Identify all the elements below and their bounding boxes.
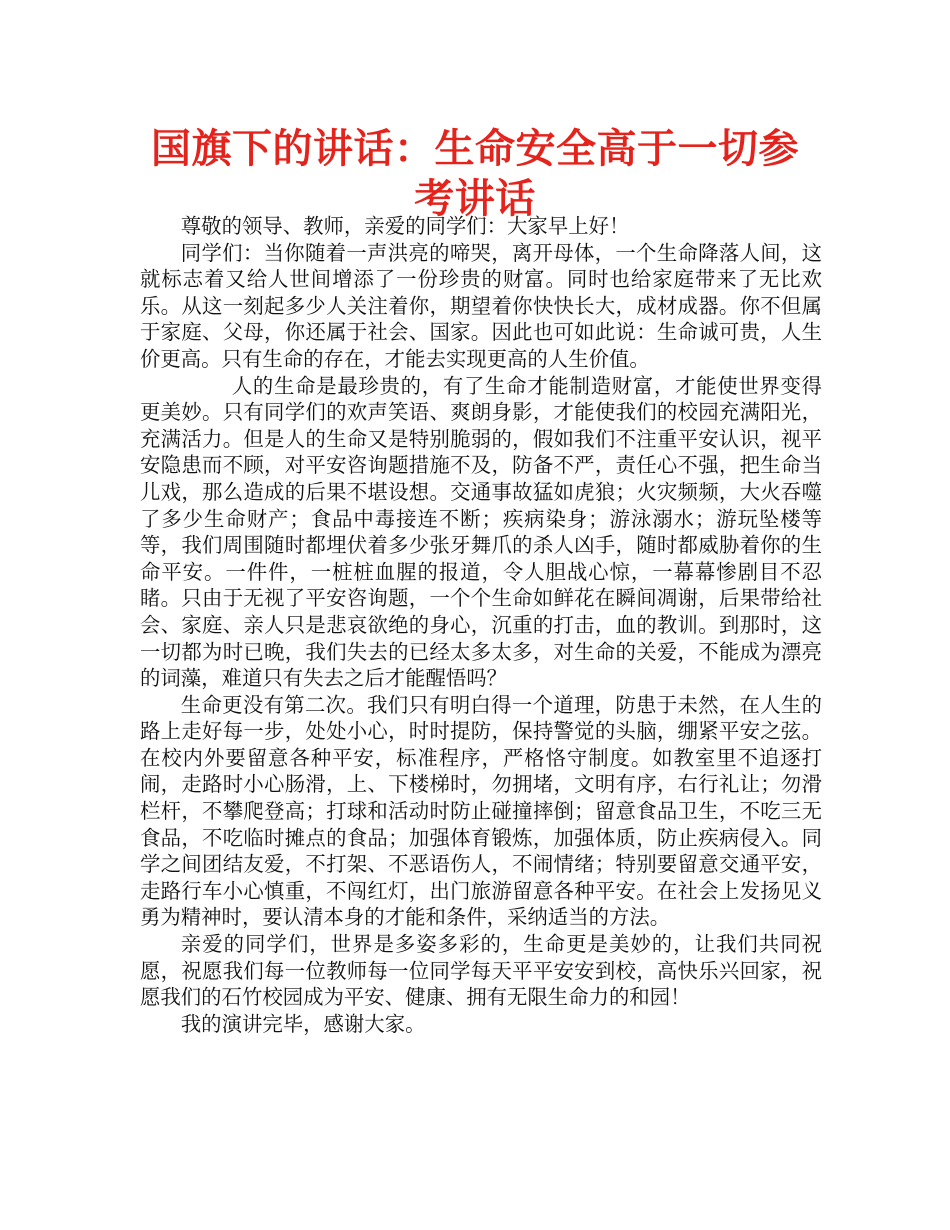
document-body xyxy=(140,213,822,1037)
document-title: 国旗下的讲话：生命安全高于一切参考讲话 xyxy=(151,126,799,222)
paragraph-greeting: 尊敬的领导、教师，亲爱的同学们：大家早上好！ xyxy=(180,214,630,238)
paragraph-closing: 我的演讲完毕，感谢大家。 xyxy=(180,1011,426,1036)
paragraph-no-second-chance: 生命更没有第二次。我们只有明白得一个道理，防患于未然，在人生的路上走好每一步，处处小心，时时提防，保持警觉的头脑，绷紧平安之弦。在校内外要留意各种平安，标准程序，严格恪守制度。如教室里不追逐打闹，走路时小心肠滑，上、下楼梯时，勿拥堵，文明有序，右行礼让；勿滑栏杆，不攀爬登高；打球和活动时防止碰撞摔倒；留意食品卫生，不吃三无食品，不吃临时摊点的食品；加强体育锻炼，加强体质，防止疾病侵入。同学之间团结友爱，不打架、不恶语伤人，不闹情绪；特别要留意交通平安，走路行车小心慎重，不闯红灯，出门旅游留意各种平安。在社会上发扬见义勇为精神时，要认清本身的才能和条件，采纳适当的方法。 xyxy=(140,692,822,930)
paragraph-blessing: 亲爱的同学们，世界是多姿多彩的，生命更是美妙的，让我们共同祝愿，祝愿我们每一位教师每一位同学每天平平安安到校，高快乐兴回家，祝愿我们的石竹校园成为平安、健康、拥有无限生命力的和园！ xyxy=(140,932,822,1010)
paragraph-birth: 同学们：当你随着一声洪亮的啼哭，离开母体，一个生命降落人间，这就标志着又给人世间增添了一份珍贵的财富。同时也给家庭带来了无比欢乐。从这一刻起多少人关注着你，期望着你快快长大，成材成器。你不但属于家庭、父母，你还属于社会、国家。因此也可如此说：生命诚可贵，人生价更高。只有生命的存在，才能去实现更高的人生价值。 xyxy=(140,240,822,371)
paragraph-precious-life: 人的生命是最珍贵的，有了生命才能制造财富，才能使世界变得更美妙。只有同学们的欢声笑语、爽朗身影，才能使我们的校园充满阳光，充满活力。但是人的生命又是特别脆弱的，假如我们不注重平安认识，视平安隐患而不顾，对平安咨询题措施不及，防备不严，责任心不强，把生命当儿戏，那么造成的后果不堪设想。交通事故猛如虎狼；火灾频频，大火吞噬了多少生命财产；食品中毒接连不断；疾病染身；游泳溺水；游玩坠楼等等，我们周围随时都埋伏着多少张牙舞爪的杀人凶手，随时都威胁着你的生命平安。一件件，一桩桩血腥的报道，令人胆战心惊，一幕幕惨剧目不忍睹。只由于无视了平安咨询题，一个个生命如鲜花在瞬间凋谢，后果带给社会、家庭、亲人只是悲哀欲绝的身心，沉重的打击，血的教训。到那时，这一切都为时已晚，我们失去的已经太多太多，对生命的关爱，不能成为漂亮的词藻，难道只有失去之后才能醒悟吗？ xyxy=(140,373,822,691)
